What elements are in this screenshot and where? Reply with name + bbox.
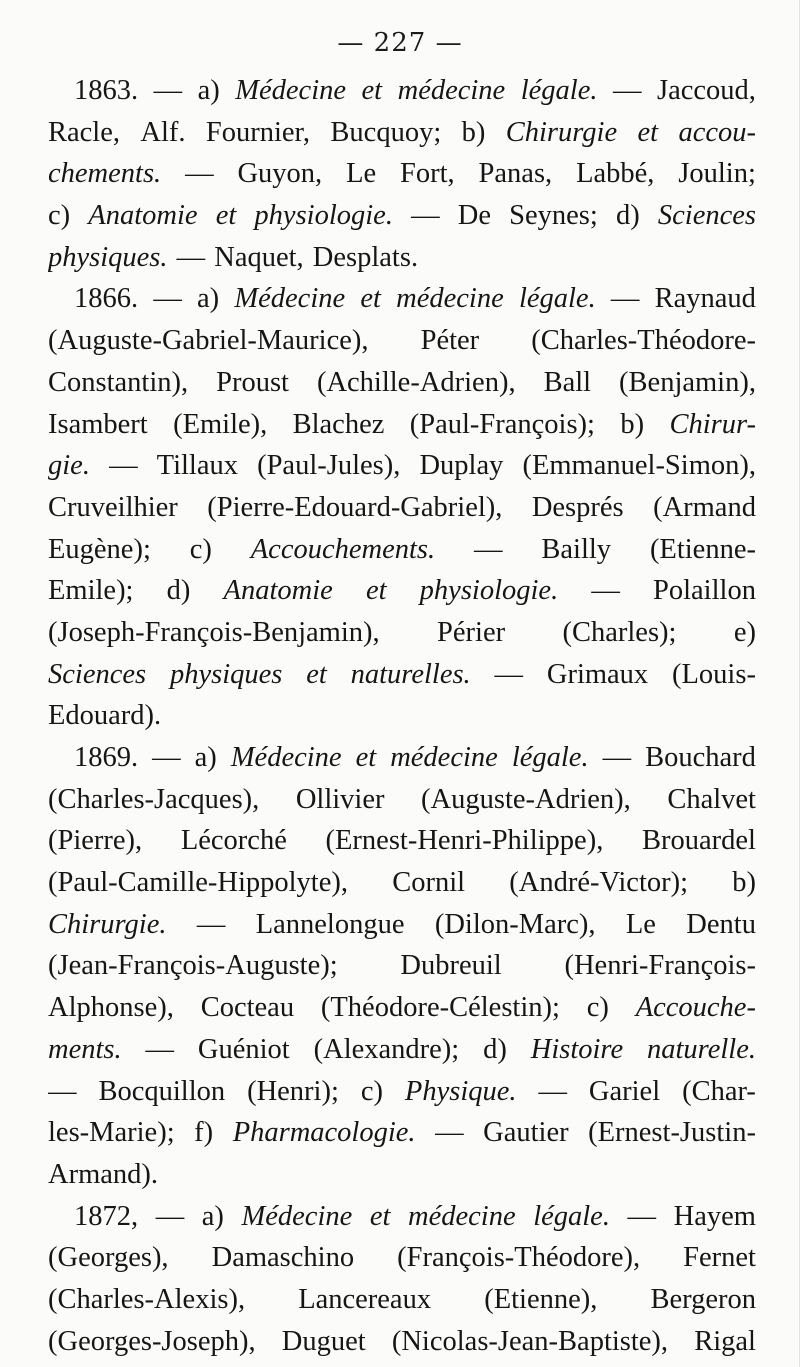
word: a): [194, 742, 217, 773]
word: (Alexandre);: [313, 1033, 460, 1065]
italic-word: naturelles.: [350, 658, 471, 690]
text-line: [48, 820, 756, 862]
word: c): [360, 1075, 383, 1107]
word: Guyon,: [237, 158, 323, 190]
word: (Joseph-François-Benjamin),: [48, 616, 380, 648]
italic-word: Physique.: [404, 1075, 517, 1107]
italic-word: et: [355, 742, 377, 773]
word: Lancereaux: [298, 1283, 432, 1315]
word: Alf.: [140, 116, 186, 148]
word: (Emmanuel-Simon),: [522, 450, 756, 482]
word: —: [435, 1117, 464, 1149]
text-line: [48, 320, 756, 362]
word: (André-Victor);: [509, 867, 689, 899]
word: Desplats.: [312, 241, 419, 273]
word: (Achille-Adrien),: [316, 366, 516, 398]
word: (Pierre),: [48, 825, 143, 857]
word: (Auguste-Gabriel-Maurice),: [48, 325, 369, 357]
word: Fort,: [400, 158, 455, 190]
word: Eugène);: [48, 533, 151, 565]
italic-word: ments.: [48, 1033, 122, 1065]
word: Bailly: [541, 533, 612, 565]
word: Emile);: [48, 575, 134, 607]
word: Dubreuil: [400, 950, 502, 982]
word: (Charles-Jacques),: [48, 783, 260, 815]
word: c): [586, 992, 609, 1024]
word: Edouard).: [48, 700, 162, 732]
text-line: [48, 487, 756, 529]
text-line: [48, 1237, 756, 1279]
word: Raynaud: [654, 283, 756, 315]
text-line: [48, 654, 756, 696]
word: (Ernest-Henri-Philippe),: [325, 825, 604, 857]
word: d): [483, 1033, 507, 1065]
italic-word: Sciences: [657, 200, 756, 232]
word: —: [411, 200, 440, 232]
word: (Benjamin),: [619, 366, 756, 398]
word: (Jean-François-Auguste);: [48, 950, 338, 982]
italic-word: Pharmacologie.: [232, 1117, 416, 1149]
word: Périer: [437, 616, 506, 648]
italic-word: médecine: [397, 75, 506, 106]
word: Jaccoud,: [656, 75, 756, 106]
word: Després: [531, 491, 624, 523]
italic-word: Médecine: [235, 75, 347, 106]
word: Polaillon: [653, 575, 756, 607]
word: c): [189, 533, 212, 565]
italic-word: médecine: [396, 283, 504, 315]
italic-word: Histoire: [530, 1033, 624, 1065]
word: Damaschino: [211, 1242, 355, 1274]
text-line: [48, 1279, 756, 1321]
word: (Georges),: [48, 1242, 169, 1274]
word: b): [461, 116, 486, 148]
italic-word: et: [306, 658, 327, 690]
word: Brouardel: [642, 825, 756, 857]
word: (Auguste-Adrien),: [421, 783, 631, 815]
word: De: [457, 200, 491, 232]
word: —: [602, 742, 632, 773]
italic-word: physiques: [169, 658, 283, 690]
word: —: [612, 75, 642, 106]
word: (Etienne),: [484, 1283, 598, 1315]
word: (Louis-: [672, 658, 756, 690]
italic-word: médecine: [390, 742, 498, 773]
word: Tillaux: [156, 450, 238, 482]
word: Fernet: [683, 1242, 756, 1274]
word: d): [166, 575, 191, 607]
word: (François-Théodore),: [397, 1242, 641, 1274]
text-line: [48, 1029, 756, 1071]
word: a): [197, 283, 220, 315]
word: —: [627, 1200, 657, 1232]
italic-word: et: [361, 75, 383, 106]
word: Duplay: [419, 450, 504, 482]
text-line: [48, 362, 756, 404]
word: —: [153, 283, 182, 315]
text-line: [48, 612, 756, 654]
word: —: [538, 1075, 567, 1107]
text-line: [48, 237, 756, 279]
italic-word: légale.: [520, 75, 598, 106]
word: b): [620, 408, 645, 440]
word: (Paul-Camille-Hippolyte),: [48, 867, 348, 899]
italic-word: Médecine: [230, 742, 342, 773]
word: —: [176, 241, 206, 273]
word: e): [733, 616, 756, 648]
word: (Dilon-Marc),: [434, 908, 596, 940]
word: —: [610, 283, 640, 315]
word: (Nicolas-Jean-Baptiste),: [391, 1325, 669, 1357]
italic-word: Anatomie: [223, 575, 333, 607]
italic-word: gie.: [48, 450, 90, 482]
word: Chalvet: [667, 783, 756, 815]
italic-word: Accouche-: [635, 992, 756, 1024]
word: c): [48, 200, 71, 232]
word: (Pierre-Edouard-Gabriel),: [207, 491, 503, 523]
word: Racle,: [48, 116, 121, 148]
word: (Georges-Joseph),: [48, 1325, 256, 1357]
word: Ollivier: [295, 783, 385, 815]
italic-word: et: [369, 1200, 391, 1232]
word: Duguet: [281, 1325, 366, 1357]
text-line: [48, 737, 756, 779]
word: Hayem: [673, 1200, 756, 1232]
text-line: [48, 779, 756, 821]
italic-word: et: [215, 200, 237, 232]
word: —: [591, 575, 620, 607]
word: Gariel: [588, 1075, 661, 1107]
word: (Emile),: [173, 408, 268, 440]
italic-word: Anatomie: [88, 200, 198, 232]
word: d): [615, 200, 640, 232]
word: Grimaux: [546, 658, 649, 690]
text-line: [48, 904, 756, 946]
word: Panas,: [478, 158, 553, 190]
text-line: [48, 70, 756, 112]
text-line: [48, 570, 756, 612]
word: Proust: [216, 366, 289, 398]
word: Joulin;: [678, 158, 756, 190]
word: Guéniot: [197, 1033, 290, 1065]
word: Seynes;: [509, 200, 598, 232]
text-line: [48, 445, 756, 487]
word: —: [48, 1075, 77, 1107]
page-number: — 227 —: [337, 28, 463, 58]
word: Armand).: [48, 1158, 159, 1190]
italic-word: Accouchements.: [250, 533, 436, 565]
word: (Etienne-: [649, 533, 756, 565]
word: Bouchard: [645, 742, 756, 773]
italic-word: et: [365, 575, 387, 607]
word: —: [155, 1200, 185, 1232]
word: —: [109, 450, 138, 482]
word: 1872,: [74, 1200, 139, 1232]
text-line: [48, 945, 756, 987]
word: a): [201, 1200, 224, 1232]
text-line: [48, 987, 756, 1029]
italic-word: physiques.: [48, 241, 168, 273]
word: —: [153, 75, 183, 106]
italic-word: naturelle.: [647, 1033, 756, 1065]
word: Bocquillon: [98, 1075, 226, 1107]
word: (Armand: [653, 491, 756, 523]
word: Fournier,: [205, 116, 311, 148]
text-line: [48, 153, 756, 195]
italic-word: Chirur-: [669, 408, 756, 440]
italic-word: Médecine: [234, 283, 346, 315]
word: 1866.: [74, 283, 139, 315]
italic-word: accou-: [678, 116, 756, 148]
word: Le: [346, 158, 377, 190]
text-line: [48, 112, 756, 154]
text-line: [48, 195, 756, 237]
word: —: [185, 158, 214, 190]
word: Cruveilhier: [48, 491, 178, 523]
word: —: [145, 1033, 175, 1065]
word: f): [194, 1117, 214, 1149]
text-line: [48, 1071, 756, 1113]
word: —: [196, 908, 226, 940]
word: Bergeron: [650, 1283, 756, 1315]
word: (Charles-Théodore-: [531, 325, 756, 357]
word: 1869.: [74, 742, 139, 773]
italic-word: physiologie.: [254, 200, 393, 232]
word: Gautier: [483, 1117, 569, 1149]
italic-word: chements.: [48, 158, 162, 190]
text-line: [48, 529, 756, 571]
word: —: [494, 658, 524, 690]
text-line: [48, 278, 756, 320]
word: Labbé,: [576, 158, 655, 190]
italic-word: physiologie.: [419, 575, 559, 607]
word: les-Marie);: [48, 1117, 175, 1149]
word: (Charles);: [562, 616, 677, 648]
word: —: [152, 742, 181, 773]
word: b): [732, 867, 756, 899]
word: 1863.: [74, 75, 139, 106]
word: (Char-: [682, 1075, 756, 1107]
word: (Paul-François);: [409, 408, 595, 440]
word: Alphonse),: [48, 992, 174, 1024]
word: Ball: [543, 366, 592, 398]
word: Isambert: [48, 408, 148, 440]
word: Naquet,: [214, 241, 304, 273]
text-line: [48, 862, 756, 904]
italic-word: Médecine: [241, 1200, 353, 1232]
text-line: [48, 1112, 756, 1154]
word: (Henri-François-: [564, 950, 756, 982]
word: Constantin),: [48, 366, 189, 398]
word: Lannelongue: [255, 908, 405, 940]
text-line: [48, 1321, 756, 1363]
italic-word: légale.: [518, 283, 596, 315]
text-line: [48, 695, 756, 737]
italic-word: et: [360, 283, 381, 315]
word: Cornil: [392, 867, 466, 899]
word: (Henri);: [247, 1075, 339, 1107]
word: (Paul-Jules),: [257, 450, 401, 482]
text-line: [48, 1196, 756, 1238]
italic-word: légale.: [533, 1200, 610, 1232]
word: (Charles-Alexis),: [48, 1283, 246, 1315]
word: Lécorché: [180, 825, 287, 857]
word: (Théodore-Célestin);: [320, 992, 560, 1024]
word: Rigal: [694, 1325, 756, 1357]
word: Blachez: [292, 408, 385, 440]
italic-word: médecine: [408, 1200, 516, 1232]
italic-word: légale.: [511, 742, 589, 773]
text-line: [48, 404, 756, 446]
italic-word: Chirurgie.: [48, 908, 167, 940]
italic-word: Sciences: [48, 658, 147, 690]
word: (Ernest-Justin-: [588, 1117, 756, 1149]
word: Le: [625, 908, 656, 940]
word: Péter: [420, 325, 480, 357]
italic-word: Chirurgie: [505, 116, 618, 148]
word: Cocteau: [200, 992, 295, 1024]
word: Dentu: [686, 908, 756, 940]
word: a): [197, 75, 220, 106]
italic-word: et: [637, 116, 659, 148]
text-line: [48, 1154, 756, 1196]
word: —: [474, 533, 503, 565]
page-text: [48, 70, 756, 1362]
word: Bucquoy;: [330, 116, 442, 148]
